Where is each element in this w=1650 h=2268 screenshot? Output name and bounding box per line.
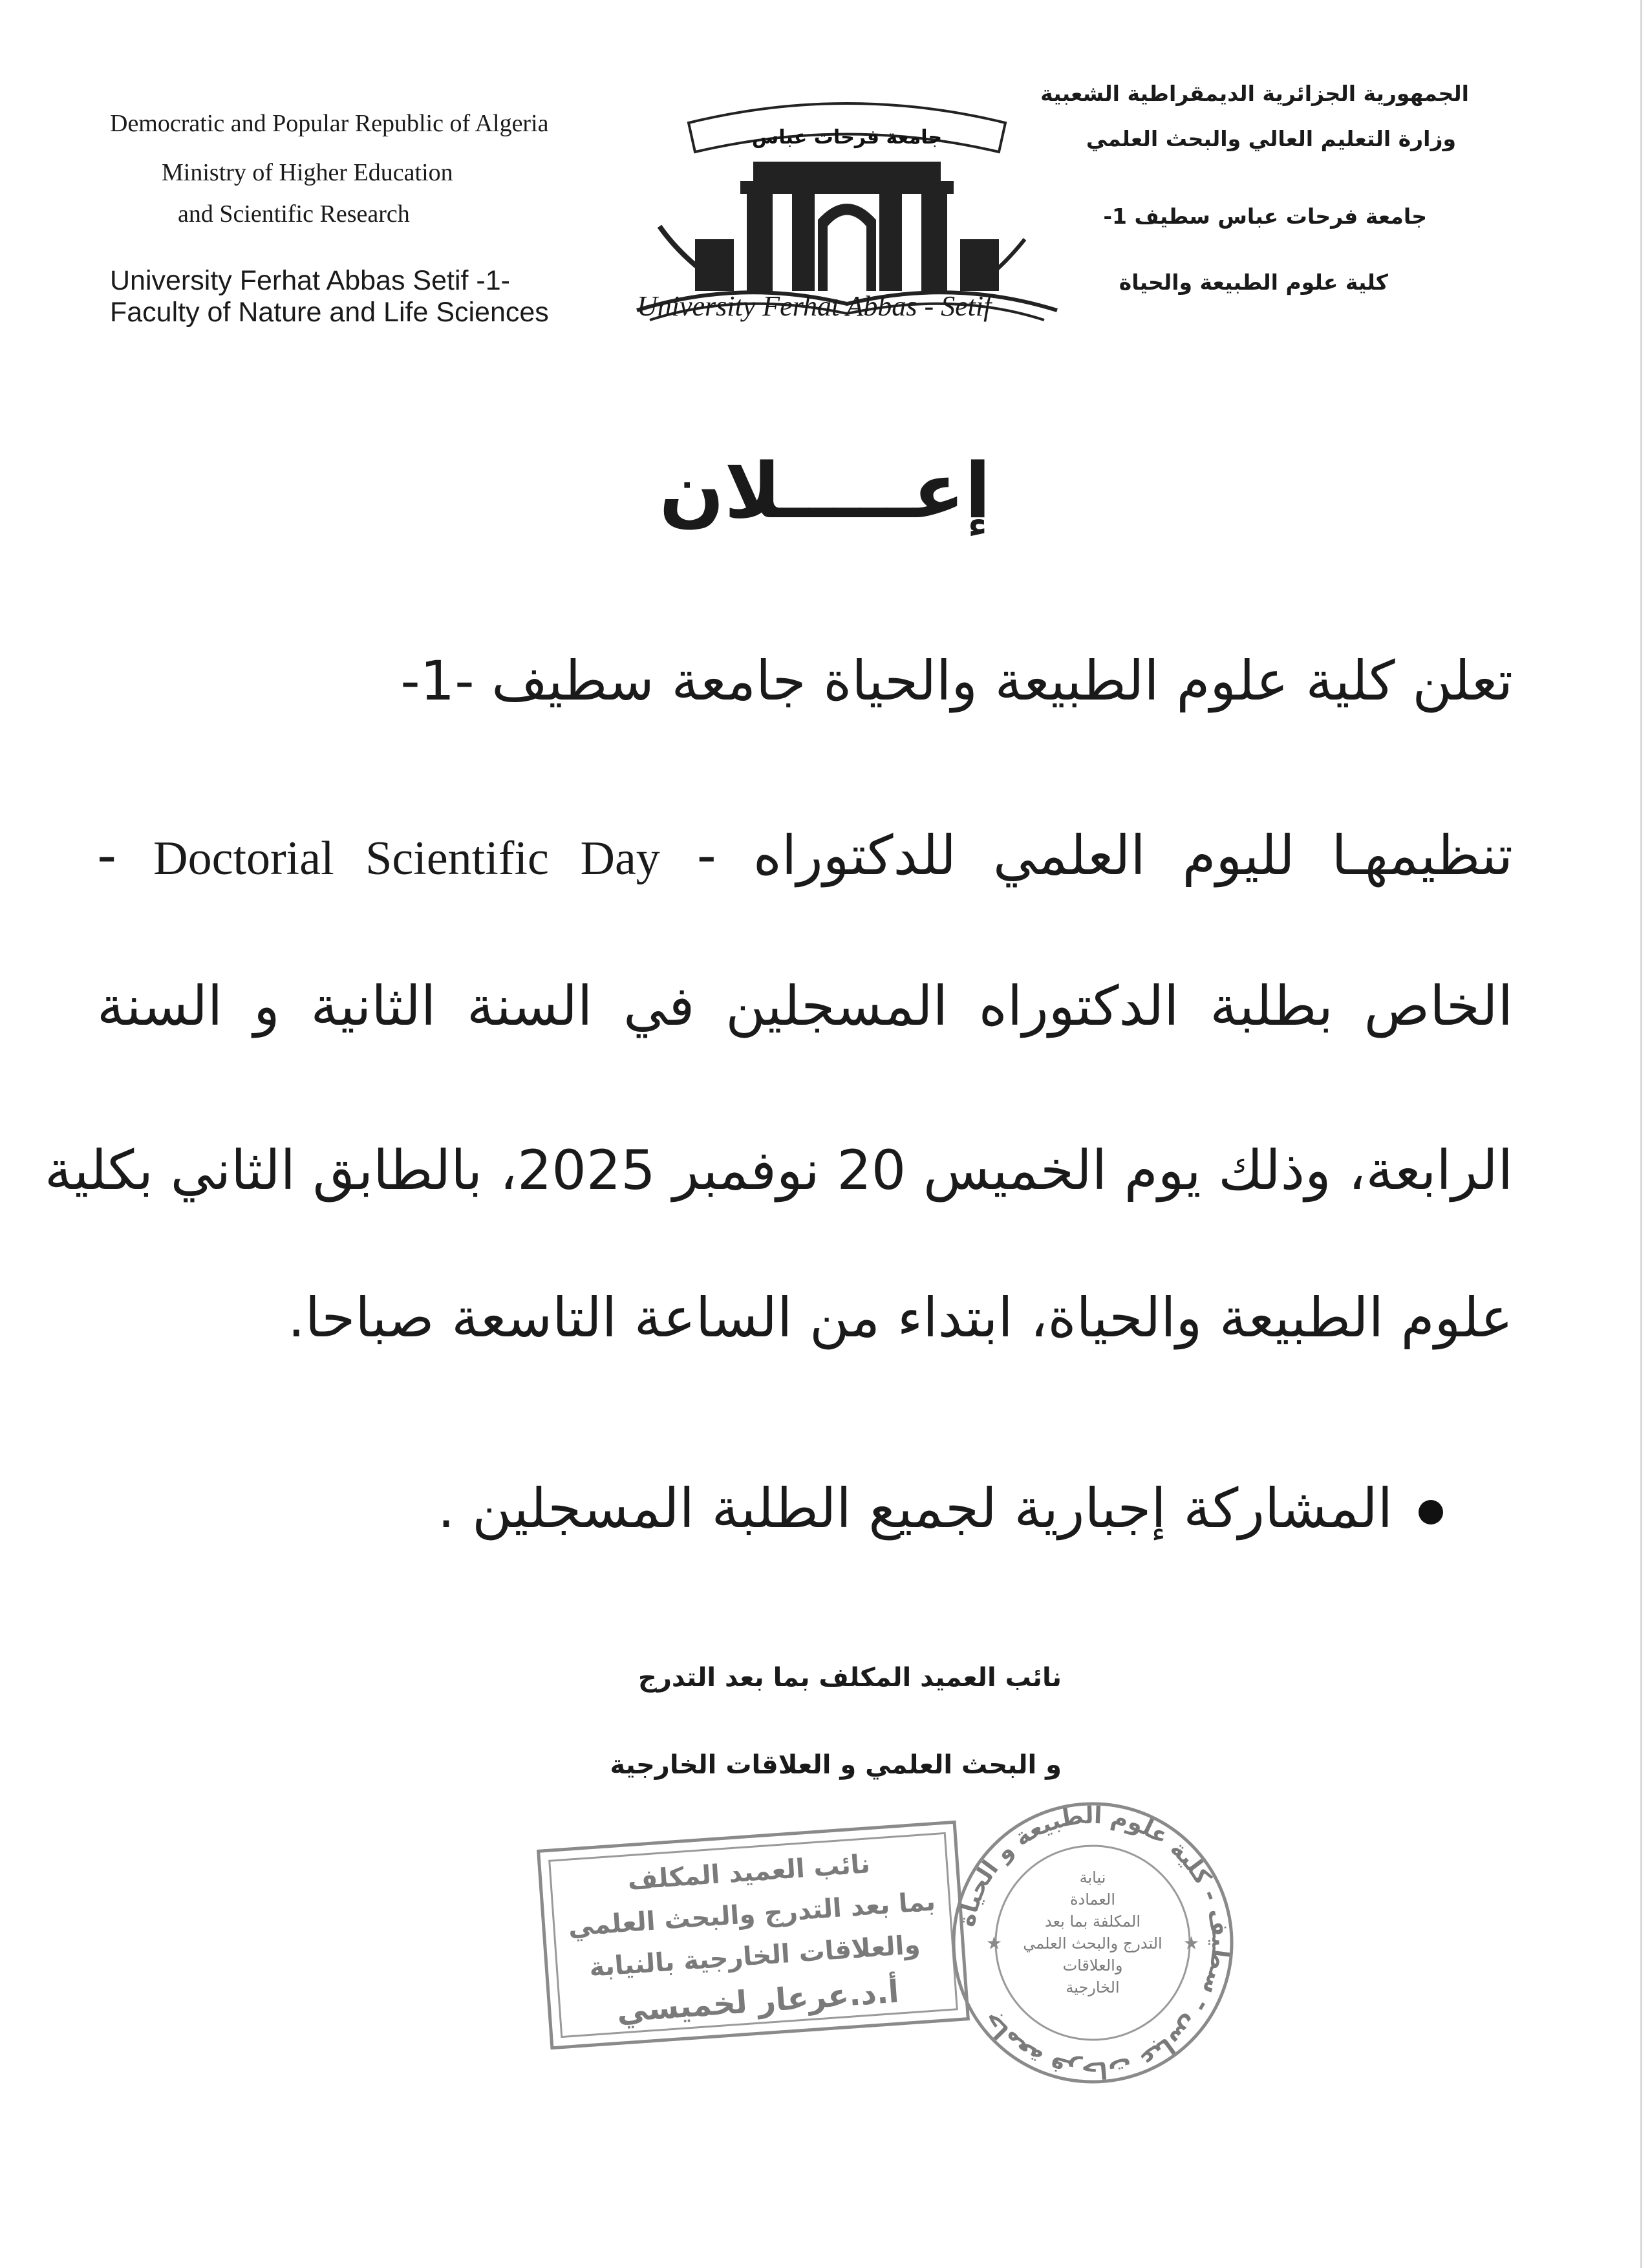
stamp-line-4: أ.د.عرعار لخميسي (616, 1973, 901, 2029)
svg-text:★: ★ (986, 1932, 1003, 1954)
logo-caption: University Ferhat Abbas - Setif (637, 290, 992, 322)
stamp-line-2: بما بعد التدرج والبحث العلمي (567, 1887, 937, 1942)
bullet-text: المشاركة إجبارية لجميع الطلبة المسجلين . (437, 1477, 1393, 1540)
ministry-line: Ministry of Higher Education (162, 159, 453, 186)
svg-text:★: ★ (1183, 1932, 1200, 1954)
body-line-1: تعلن كلية علوم الطبيعة والحياة جامعة سطيف -1- (400, 649, 1513, 712)
ministry-arabic: وزارة التعليم العالي والبحث العلمي (1086, 126, 1456, 151)
ministry-line-2: and Scientific Research (178, 200, 410, 228)
stamp-line-1: نائب العميد المكلف (627, 1849, 872, 1896)
republic-arabic: الجمهورية الجزائرية الديمقراطية الشعبية (1040, 81, 1469, 106)
body-line-2-dash: - (97, 824, 117, 887)
faculty-arabic: كلية علوم الطبيعة والحياة (1119, 270, 1388, 295)
university-line: University Ferhat Abbas Setif -1- (110, 265, 510, 296)
page-edge (1640, 0, 1642, 2268)
stamp-circle-inner-5: والعلاقات (1062, 1956, 1123, 1974)
signature-title-2: و البحث العلمي و العلاقات الخارجية (610, 1750, 1062, 1780)
stamp-circle-inner-6: الخارجية (1066, 1978, 1120, 1996)
stamp-circle-inner-4: التدرج والبحث العلمي (1023, 1934, 1162, 1952)
signature-title-1: نائب العميد المكلف بما بعد التدرج (638, 1663, 1062, 1693)
body-line-2 (97, 824, 1513, 887)
republic-line: Democratic and Popular Republic of Algeria (110, 110, 549, 137)
university-arabic: جامعة فرحات عباس سطيف 1- (1103, 204, 1427, 229)
stamp-circle-text: جامعة فرحات عباس - سطيف - كلية علوم الطبيعة و الحياة (953, 1802, 1234, 2084)
body-line-4: الرابعة، وذلك يوم الخميس 20 نوفمبر 2025، بالطابق الثاني بكلية (45, 1139, 1513, 1202)
stamp-circle-inner-3: المكلفة بما بعد (1044, 1912, 1141, 1931)
stamp-line-3: والعلاقات الخارجية بالنيابة (588, 1930, 921, 1983)
stamp-circle-inner-1: نيابة (1079, 1868, 1106, 1887)
rectangular-stamp (537, 1821, 970, 2050)
stamp-circle-inner (996, 1868, 1190, 2024)
body-line-2-latin: Doctorial Scientific Day (153, 832, 660, 885)
faculty-line: Faculty of Nature and Life Sciences (110, 297, 549, 328)
participation-bullet (438, 1477, 1443, 1540)
bullet-icon (1419, 1500, 1443, 1524)
announcement-title: إعـــــلان (659, 446, 991, 535)
body-line-5: علوم الطبيعة والحياة، ابتداء من الساعة التاسعة صباحا. (288, 1286, 1513, 1349)
stamp-circle-inner-2: العمادة (1069, 1890, 1115, 1909)
body-line-2-arabic: تنظيمهـا لليوم العلمي للدكتوراه - (696, 824, 1513, 887)
logo-banner-text: جامعة فرحات عباس (751, 126, 943, 149)
body-line-3: الخاص بطلبة الدكتوراه المسجلين في السنة الثانية و السنة (97, 974, 1513, 1038)
